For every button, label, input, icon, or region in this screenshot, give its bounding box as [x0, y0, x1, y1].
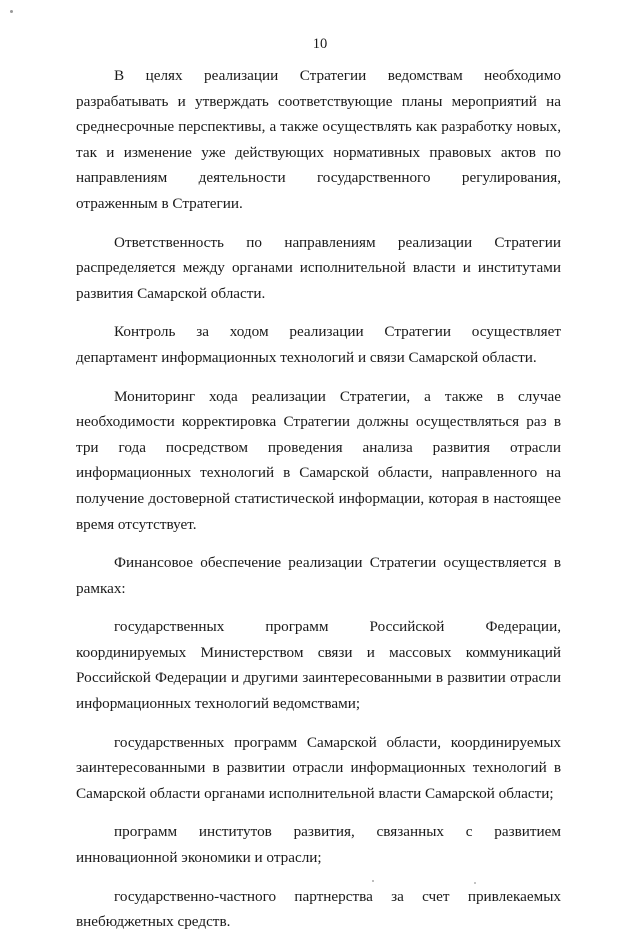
page-number: 10 — [312, 36, 328, 52]
list-item-development-institutions: программ институтов развития, связанных с развитием инновационной экономики и отрасли; — [76, 823, 561, 867]
document-body — [76, 63, 561, 935]
list-item-federal-programs: государственных программ Российской Федерации, координируемых Министерством связи и массовых коммуникаций Российской Федерации и другими заинтересованными в развитии отрасли информационных технологий ведомствами; — [76, 618, 561, 713]
list-item-regional-programs: государственных программ Самарской области, координируемых заинтересованными в развитии отрасли информационных технологий в Самарской области органами исполнительной власти Самарской области; — [76, 733, 561, 802]
paragraph-responsibility: Ответственность по направлениям реализации Стратегии распределяется между органами исполнительной власти и институтами развития Самарской области. — [76, 233, 561, 302]
paragraph-monitoring: Мониторинг хода реализации Стратегии, а также в случае необходимости корректировка Стратегии должны осуществляться раз в три года посредством проведения анализа развития отрасли информационных технологий в Самарской области, направленного на получение достоверной статистической информации, которая в настоящее время отсутствует. — [76, 387, 561, 533]
paragraph-ministries-plans: В целях реализации Стратегии ведомствам необходимо разрабатывать и утверждать соответствующие планы мероприятий на среднесрочные перспективы, а также осуществлять как разработку новых, так и изменение уже действующих нормативных правовых актов по направлениям деятельности государственного регулирования, отраженным в Стратегии. — [76, 67, 561, 212]
list-item-public-private-partnership: государственно-частного партнерства за счет привлекаемых внебюджетных средств. — [76, 887, 561, 931]
paragraph-financing-intro: Финансовое обеспечение реализации Стратегии осуществляется в рамках: — [76, 554, 561, 597]
scan-artifact — [10, 10, 13, 13]
paragraph-control: Контроль за ходом реализации Стратегии осуществляет департамент информационных технологий и связи Самарской области. — [76, 323, 561, 366]
